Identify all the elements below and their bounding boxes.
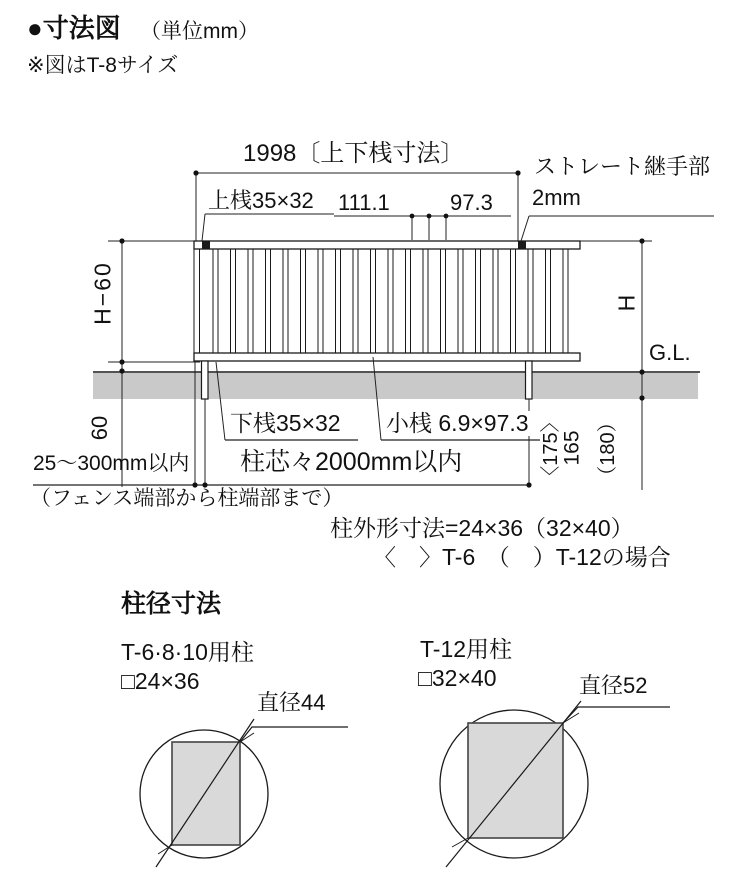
slat-label: 小桟 6.9×97.3	[386, 410, 529, 436]
end-offset-note: （フェンス端部から柱端部まで）	[30, 487, 344, 510]
size-note: ※図はT-8サイズ	[27, 54, 179, 77]
gap-60-label: 60	[87, 415, 112, 441]
pitch-111-label: 111.1	[338, 190, 390, 215]
bottom-rail	[194, 353, 580, 361]
top-rail-label: 上桟35×32	[208, 188, 314, 213]
bottom-rail-label: 下桟35×32	[230, 410, 341, 436]
fence-slats	[194, 249, 568, 353]
straight-joint-marker	[518, 242, 526, 250]
embed-depth-t12-label: （180）	[597, 412, 619, 486]
right-post-size-label: □32×40	[418, 665, 497, 691]
height-minus-60-label: H−60	[89, 261, 116, 325]
pitch-97-label: 97.3	[450, 190, 493, 215]
unit-label: （単位mm）	[140, 20, 259, 43]
post-left	[202, 361, 209, 399]
left-post-diameter-label: 直径44	[257, 690, 326, 715]
height-label: H	[613, 294, 640, 312]
post-pitch-label: 柱芯々2000mm以内	[240, 448, 463, 476]
page-title: ●寸法図	[27, 13, 121, 43]
right-post-type-label: T-12用柱	[420, 636, 513, 662]
embed-depth-t8-label: 165	[560, 430, 584, 466]
post-right	[526, 361, 533, 399]
end-offset-label: 25〜300mm以内	[33, 452, 190, 475]
straight-joint-label: ストレート継手部	[534, 154, 711, 179]
ground-level-label: G.L.	[649, 340, 691, 365]
pillar-circle-right	[440, 701, 670, 867]
dim-1998-label: 1998〔上下桟寸法〕	[243, 140, 465, 167]
pillar-circle-left	[140, 719, 348, 867]
embed-depth-t6-label: 〈175〉	[540, 412, 562, 486]
end-marker	[202, 242, 210, 250]
left-post-type-label: T-6·8·10用柱	[121, 639, 254, 665]
left-post-size-label: □24×36	[121, 668, 200, 694]
post-diameter-section-title: 柱径寸法	[121, 590, 222, 618]
post-outer-note-label: 〈 〉T-6 （ ）T-12の場合	[373, 544, 671, 570]
joint-gap-label: 2mm	[532, 185, 581, 210]
ground-section	[93, 372, 700, 399]
right-post-diameter-label: 直径52	[579, 673, 648, 698]
post-outer-size-label: 柱外形寸法=24×36（32×40）	[330, 515, 634, 541]
